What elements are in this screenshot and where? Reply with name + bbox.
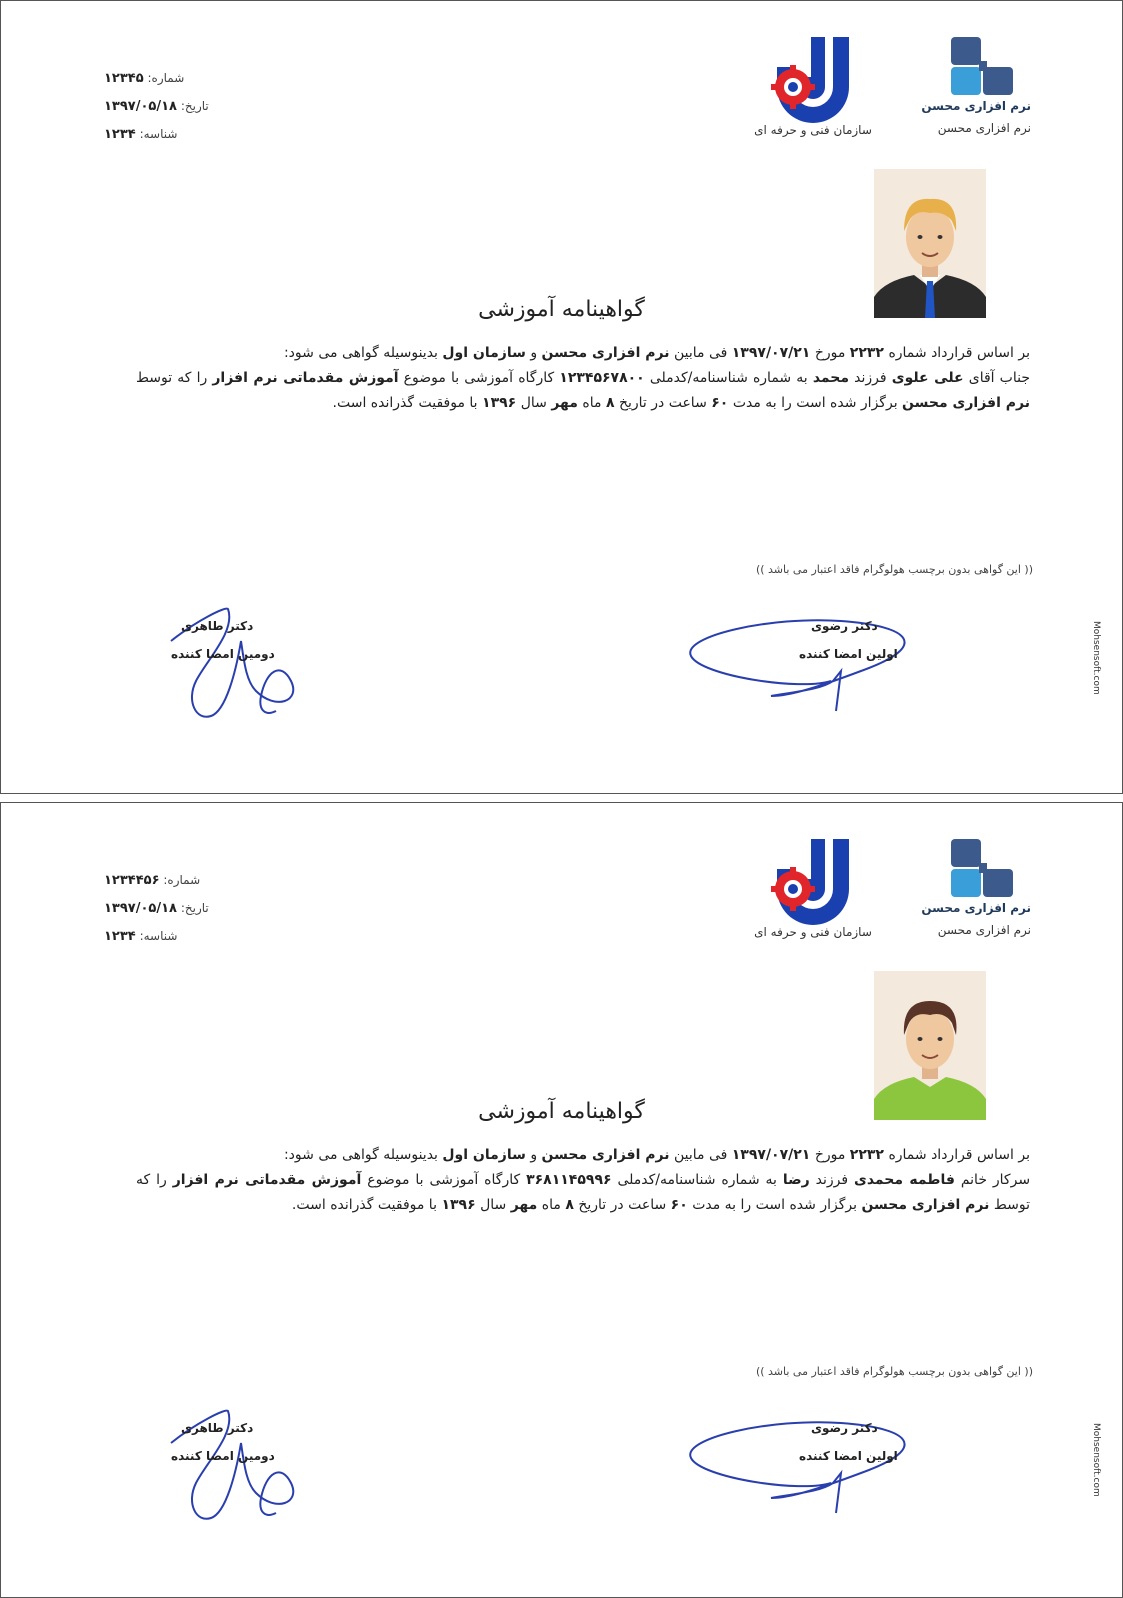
- day: ۸: [605, 395, 615, 411]
- nfh-logo: [754, 839, 872, 949]
- text: برگزار شده است را به مدت: [732, 395, 898, 411]
- number-value: ۱۲۳۴۵: [104, 71, 144, 86]
- party-2: سازمان اول: [442, 1147, 526, 1163]
- number-row: [104, 873, 234, 888]
- text: را که توسط: [136, 1172, 1030, 1213]
- side-watermark: Mohsensoft.com: [1091, 621, 1101, 695]
- text: بدینوسیله گواهی می شود:: [283, 1147, 438, 1163]
- father-name: رضا: [782, 1172, 810, 1188]
- person-name: علی علوی: [891, 370, 964, 386]
- date-label: تاریخ:: [180, 99, 209, 113]
- workshop-subject: آموزش مقدماتی نرم افزار: [172, 1172, 362, 1188]
- certificate-body: [136, 341, 1030, 416]
- text: و: [530, 1147, 538, 1163]
- second-signature: [166, 601, 306, 731]
- mohsen-brand: نرم افزاری محسن: [921, 901, 1031, 915]
- certificate-1: [0, 0, 1123, 794]
- number-row: [104, 71, 234, 86]
- year: ۱۳۹۶: [441, 1197, 476, 1213]
- party-2: سازمان اول: [442, 345, 526, 361]
- day: ۸: [565, 1197, 574, 1213]
- text: برگزار شده است را به مدت: [692, 1197, 857, 1213]
- body-paragraph-2: [136, 1168, 1030, 1218]
- first-signer-name: دکتر رضوی: [811, 619, 878, 633]
- id-label: شناسه:: [139, 127, 178, 141]
- party-1: نرم افزاری محسن: [541, 345, 670, 361]
- side-watermark: Mohsensoft.com: [1091, 1423, 1101, 1497]
- text: و: [530, 345, 538, 361]
- mohsen-caption: نرم افزاری محسن: [937, 923, 1031, 937]
- date-row: [104, 901, 234, 916]
- text: فی مابین: [673, 345, 728, 361]
- text: کارگاه آموزشی با موضوع: [403, 370, 555, 386]
- text: با موفقیت گذرانده است.: [291, 1197, 437, 1213]
- date-row: [104, 99, 234, 114]
- first-signature: [681, 1403, 931, 1523]
- person-name: فاطمه محمدی: [854, 1172, 955, 1188]
- number-label: شماره:: [147, 71, 185, 85]
- mohsen-logo: [921, 839, 1031, 949]
- national-id: ۳۶۸۱۱۴۵۹۹۶: [526, 1172, 612, 1188]
- number-value: ۱۲۳۴۴۵۶: [104, 873, 160, 888]
- mohsen-caption: نرم افزاری محسن: [937, 121, 1031, 135]
- id-row: [104, 127, 234, 142]
- text: فرزند: [815, 1172, 849, 1188]
- contract-date: ۱۳۹۷/۰۷/۲۱: [731, 1147, 811, 1163]
- text: مورخ: [814, 345, 846, 361]
- id-value: ۱۲۳۴: [104, 929, 136, 944]
- nfh-logo-icon: [763, 37, 863, 123]
- national-id: ۱۲۳۴۵۶۷۸۰۰: [559, 370, 645, 386]
- text: سال: [480, 1197, 507, 1213]
- text: کارگاه آموزشی با موضوع: [367, 1172, 521, 1188]
- text: فی مابین: [673, 1147, 728, 1163]
- nfh-logo: [754, 37, 872, 147]
- text: را که توسط: [136, 370, 208, 386]
- month: مهر: [510, 1197, 538, 1213]
- mohsen-logo-icon: [951, 839, 1031, 901]
- first-signer-role: اولین امضا کننده: [799, 647, 898, 661]
- text: سال: [520, 395, 547, 411]
- text: فرزند: [854, 370, 887, 386]
- first-signature: [681, 601, 931, 721]
- party-1: نرم افزاری محسن: [541, 1147, 670, 1163]
- text: ماه: [541, 1197, 561, 1213]
- hours: ۶۰: [711, 395, 729, 411]
- text: ساعت در تاریخ: [578, 1197, 667, 1213]
- text: بر اساس قرارداد شماره: [888, 1147, 1030, 1163]
- date-value: ۱۳۹۷/۰۵/۱۸: [104, 99, 177, 114]
- second-signer-role: دومین امضا کننده: [171, 1449, 275, 1463]
- first-signer-name: دکتر رضوی: [811, 1421, 878, 1435]
- text: به شماره شناسنامه/کدملی: [617, 1172, 777, 1188]
- signature-icon: [681, 1403, 931, 1523]
- first-signer-role: اولین امضا کننده: [799, 1449, 898, 1463]
- certificate-2: [0, 802, 1123, 1598]
- text: بر اساس قرارداد شماره: [888, 345, 1030, 361]
- second-signature: [166, 1403, 306, 1533]
- certificate-title: گواهینامه آموزشی: [478, 297, 645, 322]
- year: ۱۳۹۶: [482, 395, 517, 411]
- hours: ۶۰: [670, 1197, 688, 1213]
- mohsen-logo-icon: [951, 37, 1031, 99]
- id-row: [104, 929, 234, 944]
- father-name: محمد: [812, 370, 850, 386]
- second-signer-name: دکتر طاهری: [181, 1421, 254, 1435]
- second-signer-role: دومین امضا کننده: [171, 647, 275, 661]
- nfh-caption: سازمان فنی و حرفه ای: [754, 925, 872, 939]
- person-photo-icon: [874, 971, 986, 1120]
- organizer: نرم افزاری محسن: [902, 395, 1030, 411]
- honorific: جناب آقای: [968, 370, 1031, 386]
- person-photo-icon: [874, 169, 986, 318]
- organizer: نرم افزاری محسن: [861, 1197, 990, 1213]
- hologram-note: (( این گواهی بدون برچسب هولوگرام فاقد اعتبار می باشد )): [755, 1365, 1033, 1378]
- text: با موفقیت گذرانده است.: [332, 395, 478, 411]
- certificate-title: گواهینامه آموزشی: [478, 1099, 645, 1124]
- text: مورخ: [814, 1147, 846, 1163]
- month: مهر: [551, 395, 578, 411]
- id-value: ۱۲۳۴: [104, 127, 136, 142]
- text: به شماره شناسنامه/کدملی: [649, 370, 808, 386]
- id-label: شناسه:: [139, 929, 178, 943]
- mohsen-logo: [921, 37, 1031, 147]
- contract-date: ۱۳۹۷/۰۷/۲۱: [731, 345, 811, 361]
- date-label: تاریخ:: [180, 901, 209, 915]
- workshop-subject: آموزش مقدماتی نرم افزار: [212, 370, 399, 386]
- text: بدینوسیله گواهی می شود:: [283, 345, 438, 361]
- body-line-1: [136, 1143, 1030, 1168]
- body-line-1: [136, 341, 1030, 366]
- person-photo: [874, 971, 986, 1120]
- number-label: شماره:: [163, 873, 201, 887]
- person-photo: [874, 169, 986, 318]
- text: ساعت در تاریخ: [618, 395, 707, 411]
- nfh-logo-icon: [763, 839, 863, 925]
- contract-number: ۲۲۳۲: [849, 345, 884, 361]
- mohsen-brand: نرم افزاری محسن: [921, 99, 1031, 113]
- certificate-body: [136, 1143, 1030, 1218]
- honorific: سرکار خانم: [960, 1172, 1031, 1188]
- second-signer-name: دکتر طاهری: [181, 619, 254, 633]
- signature-icon: [681, 601, 931, 721]
- nfh-caption: سازمان فنی و حرفه ای: [754, 123, 872, 137]
- body-paragraph-2: [136, 366, 1030, 416]
- text: ماه: [582, 395, 602, 411]
- contract-number: ۲۲۳۲: [849, 1147, 884, 1163]
- hologram-note: (( این گواهی بدون برچسب هولوگرام فاقد اعتبار می باشد )): [755, 563, 1033, 576]
- date-value: ۱۳۹۷/۰۵/۱۸: [104, 901, 177, 916]
